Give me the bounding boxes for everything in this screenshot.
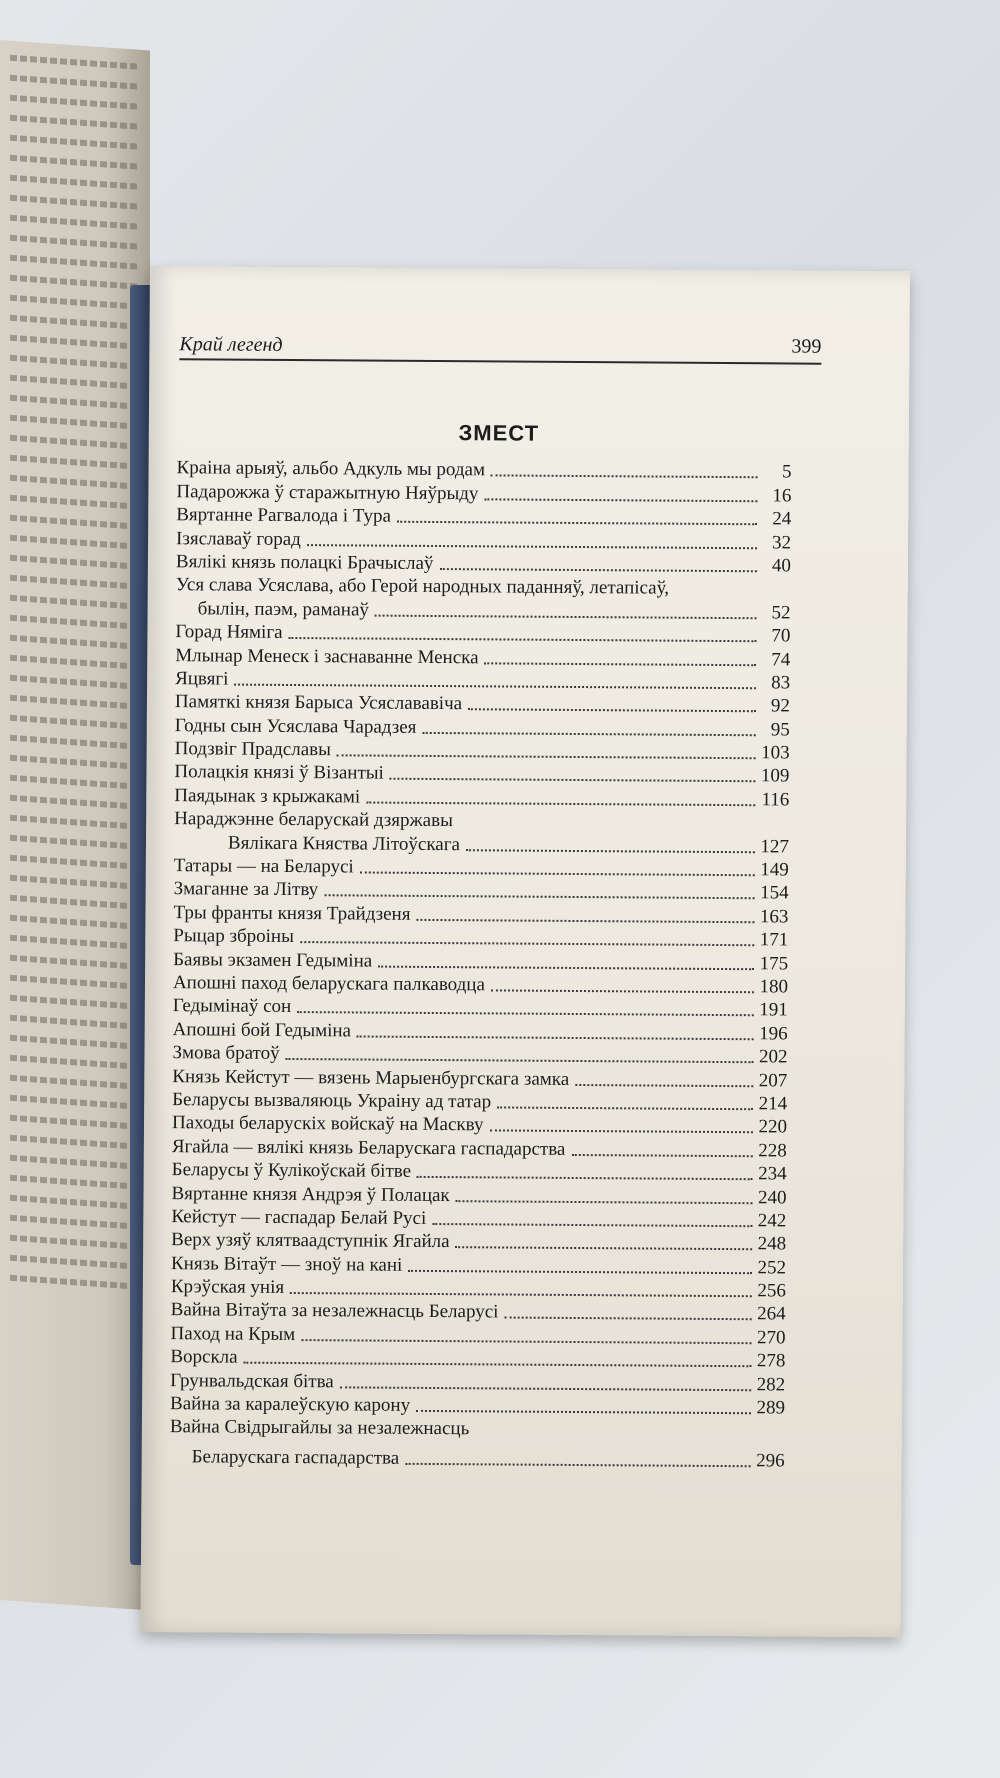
blurred-text-line (10, 395, 138, 410)
blurred-text-line (10, 635, 138, 650)
blurred-text-line (10, 895, 138, 910)
blurred-text-line (10, 715, 138, 730)
toc-entry-title: Грунвальдская бітва (170, 1369, 334, 1392)
blurred-text-line (10, 835, 138, 850)
toc-entry-title: Беларусы ў Кулікоўскай бітве (171, 1159, 412, 1182)
table-of-contents (170, 456, 792, 1472)
blurred-text-line (10, 735, 138, 750)
toc-leader-dots (416, 1410, 751, 1414)
toc-leader-dots (337, 754, 756, 759)
toc-leader-dots (307, 544, 757, 549)
blurred-text-line (10, 1155, 138, 1170)
toc-entry (171, 1251, 786, 1279)
toc-entry-page: 52 (771, 602, 791, 624)
toc-entry (175, 620, 790, 648)
toc-entry-page: 127 (760, 835, 790, 858)
blurred-text-line (10, 1275, 138, 1290)
toc-entry-title: Змова братоў (172, 1042, 280, 1065)
toc-leader-dots (405, 1463, 750, 1467)
toc-leader-dots (416, 919, 754, 923)
toc-entry-title: Вяртанне Рагвалода і Тура (176, 504, 392, 527)
toc-leader-dots (234, 684, 756, 690)
blurred-text-line (10, 1095, 138, 1110)
toc-entry (173, 971, 788, 999)
toc-entry-title: Краіна арыяў, альбо Адкуль мы родам (176, 457, 486, 481)
toc-entry (173, 994, 788, 1022)
toc-entry-title: Горад Няміга (175, 621, 283, 644)
blurred-text-line (10, 295, 138, 310)
toc-leader-dots (571, 1154, 752, 1157)
blurred-text-line (10, 695, 138, 710)
toc-entry-page: 70 (771, 625, 791, 647)
left-page (0, 40, 150, 1610)
blurred-text-line (10, 795, 138, 810)
toc-entry-title: былін, паэм, раманаў (197, 598, 370, 621)
toc-entry-title: Апошні паход беларускага палкаводца (172, 972, 486, 996)
blurred-text-line (10, 1135, 138, 1150)
toc-entry-title: Подзвіг Прадславы (174, 738, 331, 761)
toc-entry-page: 282 (756, 1373, 786, 1396)
toc-entry (170, 1368, 785, 1396)
blurred-text-line (10, 855, 138, 870)
toc-entry-page: 180 (759, 976, 789, 998)
toc-leader-dots (290, 1292, 752, 1297)
blurred-text-line (10, 1255, 138, 1270)
toc-heading: ЗМЕСТ (458, 420, 540, 446)
toc-leader-dots (432, 1223, 752, 1227)
toc-entry (176, 573, 791, 601)
toc-entry-page: 32 (772, 531, 792, 554)
toc-entry-page: 171 (759, 929, 789, 951)
blurred-text-line (10, 1075, 138, 1090)
toc-entry-title: Паходы беларускіх войскаў на Маскву (171, 1112, 484, 1136)
toc-entry-title: Крэўская унія (170, 1276, 285, 1299)
toc-entry (176, 597, 791, 625)
blurred-text-line (10, 195, 138, 210)
blurred-text-line (10, 155, 138, 170)
blurred-text-line (10, 1035, 138, 1050)
toc-entry-title: Тры франты князя Трайдзеня (173, 901, 411, 925)
toc-leader-dots (417, 1176, 753, 1180)
blurred-text-line (10, 355, 138, 370)
blurred-text-line (10, 775, 138, 790)
toc-entry (176, 550, 791, 578)
toc-leader-dots (324, 895, 754, 900)
toc-entry-title: Нараджэнне беларускай дзяржавы (174, 808, 453, 832)
toc-entry-page: 149 (760, 859, 789, 881)
toc-entry-page: 228 (758, 1139, 787, 1162)
toc-entry (170, 1415, 785, 1443)
toc-entry-title: Ворскла (170, 1346, 238, 1368)
toc-entry (176, 480, 791, 508)
blurred-text-line (10, 515, 138, 530)
blurred-text-line (10, 235, 138, 250)
toc-entry-page: 289 (756, 1397, 786, 1419)
toc-entry-title: Годны сын Усяслава Чарадзея (174, 714, 417, 738)
toc-entry (174, 784, 789, 812)
toc-entry-page: 5 (782, 461, 792, 483)
toc-entry-title: Апошні бой Гедыміна (172, 1018, 352, 1042)
toc-entry-page: 207 (758, 1069, 788, 1092)
blurred-text-line (10, 215, 138, 230)
toc-leader-dots (301, 1339, 751, 1344)
toc-entry (170, 1322, 785, 1350)
blurred-text-line (10, 755, 138, 770)
toc-leader-dots (297, 1011, 754, 1016)
toc-leader-dots (491, 989, 754, 993)
blurred-text-line (10, 1015, 138, 1030)
blurred-text-line (10, 495, 138, 510)
toc-entry (177, 456, 792, 484)
toc-entry-page: 74 (771, 648, 791, 670)
book-page (140, 266, 910, 1637)
blurred-text-line (10, 675, 138, 690)
toc-leader-dots (286, 1058, 754, 1063)
blurred-text-line (10, 315, 138, 330)
toc-leader-dots (422, 732, 755, 736)
blurred-text-line (10, 1195, 138, 1210)
toc-entry-page: 252 (757, 1256, 787, 1279)
toc-entry-page: 196 (759, 1023, 788, 1045)
blurred-text-line (10, 135, 138, 150)
toc-leader-dots (466, 849, 755, 853)
blurred-text-line (10, 435, 138, 450)
toc-entry-title: Вялікі князь полацкі Брачыслаў (175, 551, 434, 574)
toc-entry-page: 296 (756, 1450, 785, 1472)
toc-entry-page: 92 (770, 695, 791, 717)
blurred-text-line (10, 55, 138, 70)
toc-entry (176, 526, 791, 554)
toc-entry-page: 116 (761, 789, 790, 811)
toc-entry-title: Князь Вітаўт — зноў на кані (170, 1252, 403, 1276)
toc-leader-dots (489, 1130, 752, 1134)
toc-entry-title: Полацкія князі ў Візантыі (174, 761, 384, 785)
blurred-text-line (10, 975, 138, 990)
toc-entry-title: Баявы экзамен Гедыміна (173, 948, 373, 972)
toc-entry (171, 1275, 786, 1303)
toc-entry-title: Рыцар зброіны (173, 925, 294, 948)
toc-entry-page: 163 (759, 906, 789, 928)
toc-entry-title: Кейстут — гаспадар Белай Русі (171, 1206, 427, 1229)
toc-entry-page: 264 (757, 1303, 786, 1325)
toc-entry-page: 202 (758, 1046, 788, 1068)
toc-entry-page: 40 (771, 555, 791, 577)
toc-entry-title: Вайна за каралеўскую карону (169, 1393, 411, 1416)
toc-leader-dots (375, 614, 757, 619)
toc-entry (175, 737, 790, 765)
toc-entry (174, 877, 789, 905)
toc-leader-dots (468, 709, 756, 713)
blurred-text-line (10, 255, 138, 270)
blurred-text-line (10, 275, 138, 290)
blurred-text-line (10, 955, 138, 970)
toc-entry-page: 16 (772, 485, 792, 507)
toc-leader-dots (397, 521, 757, 526)
toc-entry (171, 1298, 786, 1326)
toc-entry (175, 643, 790, 671)
toc-entry-title: Вялікага Княства Літоўскага (227, 832, 461, 855)
toc-entry-title: Паход на Крым (170, 1323, 296, 1345)
blurred-text-line (10, 595, 138, 610)
blurred-text-line (10, 915, 138, 930)
blurred-text-line (10, 115, 138, 130)
blurred-text-line (10, 935, 138, 950)
toc-entry-page: 214 (758, 1093, 788, 1115)
toc-entry (175, 690, 790, 718)
blurred-text-line (10, 415, 138, 430)
blurred-text-line (10, 1235, 138, 1250)
toc-entry-page: 248 (757, 1233, 787, 1255)
toc-leader-dots (244, 1362, 752, 1368)
toc-entry (173, 901, 788, 929)
toc-entry-page: 175 (759, 952, 789, 975)
toc-entry (173, 924, 788, 952)
blurred-text-line (10, 535, 138, 550)
toc-entry-title: Яцвягі (175, 668, 229, 690)
running-head (179, 326, 821, 364)
toc-entry-page: 234 (758, 1163, 787, 1185)
blurred-text-line (10, 475, 138, 490)
toc-entry-title: Паядынак з крыжакамі (174, 785, 361, 808)
toc-entry-page: 109 (760, 765, 790, 787)
blurred-text-line (10, 655, 138, 670)
toc-entry-title: Князь Кейстут — вязень Марыенбургскага замка (172, 1065, 570, 1090)
toc-entry-page: 154 (760, 882, 789, 904)
toc-leader-dots (575, 1084, 753, 1087)
toc-entry (174, 830, 789, 858)
blurred-text-line (10, 95, 138, 110)
toc-entry (173, 947, 788, 975)
toc-entry (172, 1158, 787, 1186)
toc-leader-dots (456, 1200, 753, 1204)
toc-entry-page: 242 (757, 1210, 787, 1232)
toc-entry-page: 278 (756, 1350, 786, 1372)
blurred-text-line (10, 615, 138, 630)
page-number: 399 (791, 335, 822, 358)
toc-entry (176, 503, 791, 531)
blurred-text-line (10, 575, 138, 590)
toc-entry-title: Гедымінаў сон (172, 995, 292, 1018)
toc-entry-page: 240 (757, 1186, 787, 1208)
toc-entry-title: Млынар Менеск і заснаванне Менска (175, 644, 479, 668)
blurred-text-line (10, 1215, 138, 1230)
toc-entry-page: 83 (771, 672, 791, 694)
blurred-text-line (10, 1115, 138, 1130)
toc-entry-page: 95 (770, 719, 790, 741)
toc-leader-dots (360, 872, 755, 877)
toc-leader-dots (300, 941, 754, 946)
toc-entry-title: Памяткі князя Барыса Усяслававіча (174, 691, 463, 715)
toc-entry (174, 760, 789, 788)
blurred-text-line (10, 1055, 138, 1070)
toc-entry (172, 1041, 787, 1069)
toc-entry-title: Ізяславаў горад (176, 527, 301, 550)
toc-entry (173, 1018, 788, 1046)
toc-leader-dots (390, 778, 756, 783)
toc-entry-title: Татары — на Беларусі (173, 855, 354, 878)
blurred-text-line (10, 815, 138, 830)
toc-entry (172, 1111, 787, 1139)
blurred-text-line (10, 335, 138, 350)
toc-entry (172, 1088, 787, 1116)
toc-entry-page: 220 (758, 1116, 788, 1138)
toc-leader-dots (289, 637, 757, 642)
toc-entry-title: Падарожжа ў старажытную Няўрыду (176, 480, 479, 505)
toc-entry (170, 1445, 785, 1473)
toc-entry-page: 270 (756, 1327, 786, 1349)
toc-entry (171, 1228, 786, 1256)
toc-leader-dots (491, 475, 758, 479)
toc-entry (175, 713, 790, 741)
toc-entry-title: Змаганне за Літву (173, 878, 319, 901)
toc-entry-title: Вайна Вітаўта за незалежнасць Беларусі (170, 1299, 499, 1323)
toc-leader-dots (340, 1386, 751, 1391)
toc-entry-title: Беларускага гаспадарства (191, 1446, 400, 1469)
toc-leader-dots (366, 801, 755, 806)
toc-leader-dots (497, 1106, 753, 1110)
toc-entry-page: 256 (757, 1280, 786, 1302)
blurred-text-line (10, 175, 138, 190)
toc-entry (172, 1064, 787, 1092)
toc-leader-dots (378, 965, 754, 970)
toc-entry-page: 24 (772, 508, 792, 530)
toc-leader-dots (484, 498, 757, 502)
toc-leader-dots (456, 1246, 753, 1250)
toc-entry (172, 1135, 787, 1163)
blurred-text-line (10, 555, 138, 570)
toc-entry-page: 191 (759, 999, 788, 1021)
toc-entry (174, 854, 789, 882)
toc-leader-dots (408, 1269, 752, 1273)
toc-entry-title: Уся слава Усяслава, або Герой народных паданняў, летапісаў, (175, 574, 670, 599)
toc-entry (171, 1181, 786, 1209)
toc-entry-title: Вяртанне князя Андрэя ў Полацак (171, 1182, 450, 1206)
toc-entry-title: Верх узяў клятваадступнік Ягайла (171, 1229, 450, 1253)
toc-entry-page: 103 (761, 742, 790, 764)
toc-entry-title: Ягайла — вялікі князь Беларускага гаспадарства (171, 1135, 566, 1160)
toc-leader-dots (504, 1317, 751, 1321)
toc-entry-title: Беларусы вызваляюць Украіну ад татар (172, 1089, 492, 1113)
blurred-text-line (10, 1175, 138, 1190)
blurred-text-line (10, 455, 138, 470)
blurred-text-line (10, 875, 138, 890)
running-title: Край легенд (179, 333, 283, 356)
blurred-text-line (10, 995, 138, 1010)
toc-leader-dots (485, 662, 757, 666)
toc-entry-title: Вайна Свідрыгайлы за незалежнасць (169, 1416, 470, 1440)
toc-leader-dots (357, 1035, 754, 1040)
blurred-text-line (10, 75, 138, 90)
toc-entry (170, 1392, 785, 1420)
toc-entry (174, 807, 789, 835)
toc-entry (171, 1205, 786, 1233)
toc-leader-dots (439, 568, 756, 572)
blurred-text-line (10, 375, 138, 390)
